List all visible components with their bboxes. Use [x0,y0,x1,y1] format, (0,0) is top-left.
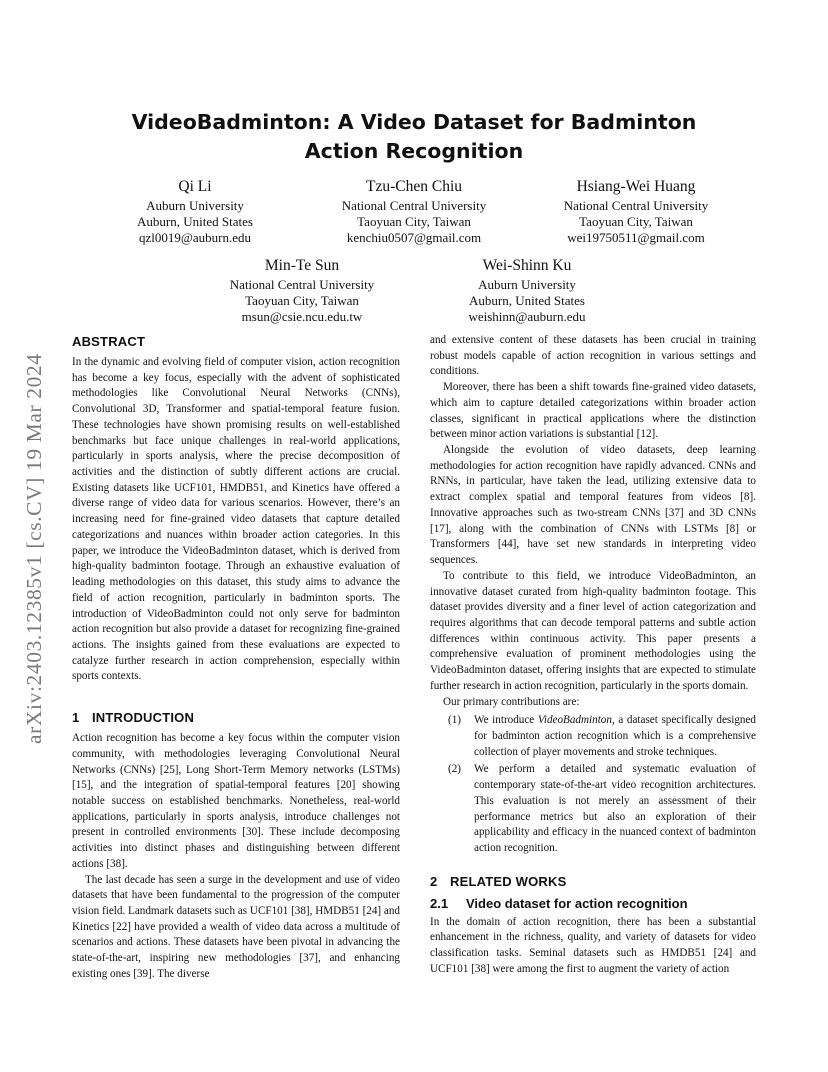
author-name: Min-Te Sun [264,257,340,274]
related-works-paragraph-1: In the domain of action recognition, there has been a substantial enhancement in the richness, quality, and variety of datasets for video classification tasks. Seminal datasets such as HMDB51 [24] and UCF101 [38] were among the first to augment the variety of action [430,915,756,975]
right-paragraph-2: Moreover, there has been a shift towards fine-grained video datasets, which aim to capture detailed categorizations within broader action classes, significant in practical applications where the distinction between minor action variations is substantial [12]. [430,381,756,441]
author-affiliation: Auburn University [478,277,576,292]
author-email: weishinn@auburn.edu [468,309,586,325]
introduction-heading [72,710,400,726]
abstract-text: In the dynamic and evolving field of computer vision, action recognition has become a key focus, especially with the advent of sophisticated methodologies like Convolutional Neural Networks (CNNs), Convolutional 3D, Transformer and spatial-temporal feature fusion. These technologies have shown promising results on well-established benchmarks but face unique challenges in real-world applications, particularly in sports analysis, where the precise decomposition of activities and the distinction of subtly different actions are crucial. Existing datasets like UCF101, HMDB51, and Kinetics have offered a diverse range of video data for various scenarios. However, there’s an increasing need for fine-grained video datasets that capture detailed categorizations and nuances within broader action categories. In this paper, we introduce the VideoBadminton dataset, which is derived from high-quality badminton footage. Through an exhaustive evaluation of leading methodologies on this dataset, this study aims to advance the field of action recognition, particularly in badminton sports. The introduction of VideoBadminton could not only serve for badminton action recognition but also provide a dataset for recognizing fine-grained actions. The insights gained from these evaluations are expected to catalyze further research in action comprehension, especially within sports contexts. [72,356,400,683]
contribution-text-post: , a dataset specifically designed for badminton action recognition which is a comprehensive collection of player movements and stroke techniques. [474,714,756,758]
right-column [430,333,756,978]
author-email: qzl0019@auburn.edu [139,230,251,246]
author-block-5 [424,256,630,326]
section-title: RELATED WORKS [450,873,567,889]
author-block-2 [313,177,515,247]
author-location: Taoyuan City, Taiwan [245,293,359,309]
intro-paragraph-2: The last decade has seen a surge in the development and use of video datasets that have been fundamental to the progression of the computer vision field. Landmark datasets such as UCF101 [38], HMDB51 [24] and Kinetics [22] have provided a wealth of video data across a multitude of scenarios and actions. These datasets have been pivotal in advancing the state-of-the-art, inspiring new methodologies [37], and enhancing existing ones [39]. The diverse [72,873,400,980]
author-name: Tzu-Chen Chiu [366,178,462,195]
author-block-1 [95,177,295,247]
author-affiliation: National Central University [341,198,487,213]
author-location: Taoyuan City, Taiwan [579,214,693,230]
right-paragraph-4: To contribute to this field, we introduce VideoBadminton, an innovative dataset curated from high-quality badminton footage. This dataset provides diversity and a finer level of action categorization and requires algorithms that can decode temporal patterns and subtle action differences within continuous activity. This paper presents a comprehensive evaluation of prominent methodologies using the VideoBadminton dataset, offering insights that are expected to stimulate further research in action recognition, particularly in the sports domain. [430,569,756,692]
abstract-heading: ABSTRACT [72,334,146,349]
section-title: INTRODUCTION [92,710,195,726]
dataset-name-emphasis: VideoBadminton [537,714,612,727]
author-location: Auburn, United States [137,214,253,230]
section-number: 2 [430,873,438,889]
author-block-4 [199,256,405,326]
right-paragraph-3: Alongside the evolution of video datasets, deep learning methodologies for action recognition have rapidly advanced. CNNs and RNNs, in particular, have taken the lead, utilizing extensive data to extract complex spatial and temporal features from videos [8]. Innovative approaches such as two-stream CNNs [37] and 3D CNNs [17], along with the combination of CNNs with LSTMs [8] or Transformers [44], have set new standards in interpreting video sequences. [430,444,756,567]
contribution-text-pre: We introduce [474,714,538,727]
contribution-marker: (1) [448,714,461,727]
contributions-list [430,713,756,856]
contribution-text: We perform a detailed and systematic evaluation of contemporary state-of-the-art video recognition architectures. This evaluation is not merely an assessment of their performance metrics but also an exploration of their applicability and efficacy in the nuanced context of badminton action recognition. [474,763,756,854]
contribution-item [448,713,756,760]
author-name: Qi Li [178,178,212,195]
author-name: Wei-Shinn Ku [482,257,572,274]
subsection-title: Video dataset for action recognition [466,895,688,911]
author-location: Taoyuan City, Taiwan [357,214,471,230]
author-affiliation: National Central University [229,277,375,292]
author-location: Auburn, United States [469,293,585,309]
subsection-number: 2.1 [430,895,449,911]
contributions-intro: Our primary contributions are: [443,695,580,708]
intro-paragraph-1: Action recognition has become a key focus within the computer vision community, with methodologies leveraging Convolutional Neural Networks (CNNs) [25], Long Short-Term Memory networks (LSTMs) [15], and the integration of spatial-temporal features [20] showing notable success on established benchmarks. Nonetheless, real-world applications, particularly in sports analysis, introduce challenges not present in controlled environments [30]. These include decomposing activities into distinct phases and distinguishing between different actions [38]. [72,732,400,870]
contribution-marker: (2) [448,763,461,776]
author-email: kenchiu0507@gmail.com [346,230,482,246]
author-email: wei19750511@gmail.com [567,230,705,246]
author-block-3 [534,177,738,247]
author-affiliation: Auburn University [146,198,244,213]
related-works-heading [430,874,756,890]
author-email: msun@csie.ncu.edu.tw [241,309,363,325]
contribution-item [448,762,756,856]
left-column [72,334,400,983]
subsection-heading [430,896,756,912]
author-name: Hsiang-Wei Huang [576,178,696,195]
section-number: 1 [72,710,80,726]
contribution-text [474,713,756,760]
arxiv-identifier: arXiv:2403.12385v1 [cs.CV] 19 Mar 2024 [22,353,46,744]
author-affiliation: National Central University [563,198,709,213]
right-paragraph-1: and extensive content of these datasets has been crucial in training robust models capable of action recognition in various settings and conditions. [430,334,756,378]
paper-title: VideoBadminton: A Video Dataset for Badminton Action Recognition [131,110,697,163]
